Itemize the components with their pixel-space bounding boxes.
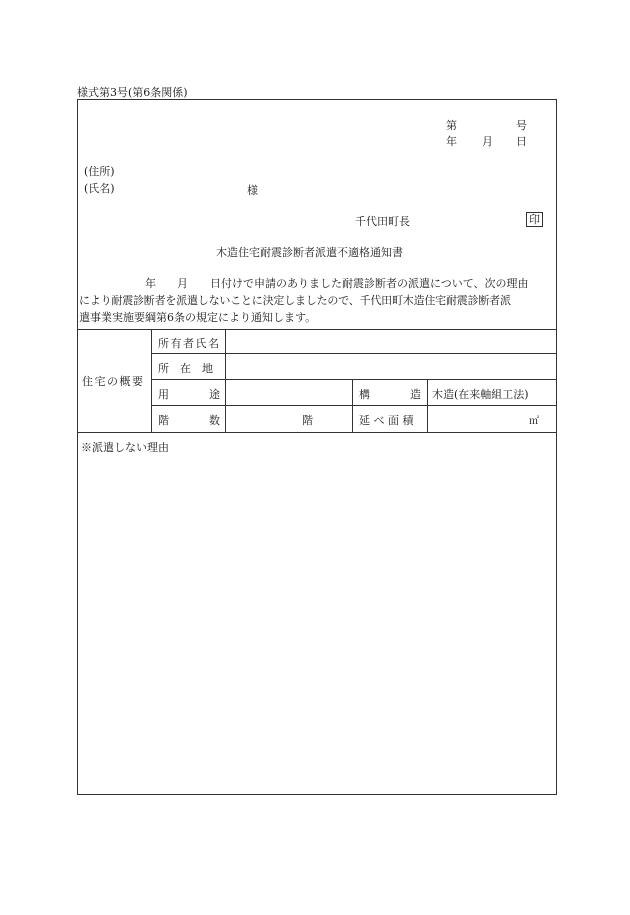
paragraph-line-1 [82, 275, 552, 292]
floor-area-unit: ㎡ [529, 416, 539, 427]
paragraph-line-3: 遣事業実施要綱第6条の規定により通知します。 [79, 311, 317, 324]
floor-area-label: 延 べ 面 積 [359, 414, 414, 427]
paragraph-month: 月 [177, 277, 188, 290]
name-label: (氏名) [84, 182, 115, 195]
table-bottom-border [77, 432, 556, 433]
floors-label-part: 階 [158, 414, 169, 427]
document-title: 木造住宅耐震診断者派遣不適格通知書 [216, 246, 403, 259]
issue-day-label: 日 [516, 135, 527, 148]
location-label: 所 在 地 [158, 362, 213, 375]
structure-label-part: 構 [359, 388, 370, 401]
table-column-divider [352, 379, 353, 432]
notice-paragraph [79, 275, 552, 326]
table-row-divider [151, 405, 556, 406]
seal-mark: 印 [526, 212, 543, 227]
structure-value: 木造(在来軸組工法) [432, 388, 529, 401]
document-number-suffix: 号 [516, 119, 527, 132]
paragraph-year: 年 [145, 277, 156, 290]
use-label-part: 途 [209, 388, 220, 401]
housing-overview-label: 住宅の概要 [82, 375, 145, 388]
address-label: (住所) [84, 165, 115, 178]
table-top-border [77, 329, 556, 330]
table-column-divider [225, 329, 226, 432]
reason-label: ※派遣しない理由 [81, 441, 169, 454]
paragraph-line-2: により耐震診断者を派遣しないことに決定しましたので、千代田町木造住宅耐震診断者派 [79, 294, 511, 307]
floors-label [158, 412, 220, 428]
honorific-sama: 様 [247, 184, 258, 197]
table-column-divider [151, 329, 152, 432]
mayor-title: 千代田町長 [355, 215, 410, 228]
use-label [158, 386, 220, 402]
issue-year-label: 年 [446, 135, 457, 148]
issue-month-label: 月 [482, 135, 493, 148]
structure-label-part: 造 [410, 388, 421, 401]
floors-label-part: 数 [209, 414, 220, 427]
table-row-divider [151, 353, 556, 354]
table-row-divider [151, 379, 556, 380]
use-label-part: 用 [158, 388, 169, 401]
form-number-label: 様式第3号(第6条関係) [77, 86, 188, 99]
paragraph-line-1-text: 日付けで申請のありました耐震診断者の派遣について、次の理由 [210, 277, 529, 290]
table-column-divider [427, 379, 428, 432]
document-number-prefix: 第 [446, 119, 457, 132]
owner-name-label: 所有者氏名 [158, 337, 221, 350]
floors-unit: 階 [302, 414, 313, 427]
structure-label [359, 386, 421, 402]
